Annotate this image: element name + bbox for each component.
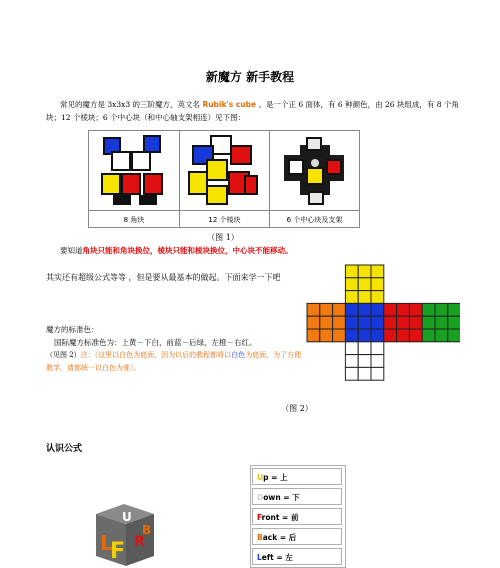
corner-cell [89, 131, 180, 227]
formula-note: 其实还有超级公式等等 ，但是要从最基本的做起。下面来学一下吧 [46, 273, 281, 282]
net-sticker-back [448, 316, 460, 329]
edge-cell [180, 131, 270, 227]
net-sticker-back [422, 329, 435, 342]
caption-centers: 6 个中心块及支架 [286, 216, 343, 224]
figure-2-label: （图 2） [281, 404, 313, 413]
caption-corners: 8 角块 [123, 216, 145, 224]
net-face-right [384, 303, 422, 341]
cube-letter-front: F [110, 539, 126, 564]
net-sticker-up [345, 265, 358, 278]
edge-pieces-illustration [180, 131, 269, 209]
net-sticker-up [358, 278, 371, 291]
caption-edges: 12 个棱块 [208, 216, 241, 224]
net-sticker-up [371, 265, 384, 278]
net-sticker-down [358, 367, 371, 380]
net-sticker-back [422, 316, 435, 329]
corner-pieces-illustration [89, 131, 179, 209]
net-sticker-front [371, 316, 384, 329]
standard-color-note [46, 349, 304, 375]
net-face-down [345, 342, 383, 380]
formula-up-key: U [257, 473, 264, 482]
net-face-back [422, 303, 460, 341]
net-sticker-down [358, 355, 371, 368]
formula-front [252, 508, 342, 525]
intro-brand: Rubik's cube [202, 100, 257, 109]
formula-left [252, 548, 342, 565]
formula-down [252, 488, 342, 505]
net-sticker-left [333, 329, 346, 342]
net-sticker-left [320, 316, 333, 329]
net-sticker-front [358, 329, 371, 342]
center-pieces-illustration [270, 131, 359, 209]
formula-down-key: D [257, 493, 264, 502]
rule-text: 角块只能和角块换位，棱块只能和棱块换位，中心块不能移动。 [82, 246, 293, 255]
net-sticker-left [307, 316, 320, 329]
cube-letter-left: L [100, 531, 113, 555]
formula-front-key: F [257, 513, 262, 522]
net-face-front [345, 303, 383, 341]
net-sticker-back [448, 303, 460, 316]
net-sticker-front [358, 303, 371, 316]
net-sticker-left [333, 316, 346, 329]
net-face-up [345, 265, 383, 303]
net-sticker-right [397, 329, 410, 342]
net-sticker-down [371, 342, 384, 355]
net-sticker-right [409, 329, 422, 342]
note-pre: （见图 2） [46, 351, 81, 359]
cube-letter-right: R [134, 534, 145, 550]
color-net [306, 264, 460, 382]
net-sticker-front [371, 329, 384, 342]
net-sticker-down [345, 367, 358, 380]
net-sticker-right [409, 316, 422, 329]
formula-back-rest: ack = 后 [262, 533, 297, 542]
intro-paragraph [46, 98, 466, 124]
net-sticker-right [409, 303, 422, 316]
piece-table [88, 130, 360, 228]
formula-up-rest: p = 上 [263, 473, 288, 482]
net-sticker-back [435, 316, 448, 329]
net-sticker-down [345, 342, 358, 355]
net-sticker-left [333, 303, 346, 316]
net-sticker-down [345, 355, 358, 368]
note-b: 为底面，为了方便教学，请都统一以白色为准）。 [46, 351, 302, 372]
net-sticker-back [448, 329, 460, 342]
net-sticker-left [320, 303, 333, 316]
net-sticker-right [384, 316, 397, 329]
net-sticker-up [371, 291, 384, 304]
net-sticker-up [358, 291, 371, 304]
net-sticker-up [345, 291, 358, 304]
net-sticker-up [358, 265, 371, 278]
formula-front-rest: ront = 前 [261, 513, 299, 522]
center-cell [270, 131, 359, 227]
net-sticker-front [345, 316, 358, 329]
intro-part1: 常见的魔方是 3x3x3 的三阶魔方，英文名 [60, 100, 201, 109]
net-sticker-back [435, 329, 448, 342]
net-sticker-front [345, 329, 358, 342]
formula-list [250, 465, 346, 568]
net-sticker-down [358, 342, 371, 355]
formula-back [252, 528, 342, 545]
net-sticker-left [320, 329, 333, 342]
net-sticker-right [397, 303, 410, 316]
standard-color-line: 国际魔方标准色为：上黄－下白，前蓝－后绿，左橙－右红。 [54, 338, 257, 347]
standard-color-heading: 魔方的标准色： [46, 325, 99, 334]
formula-left-rest: eft = 左 [261, 553, 293, 562]
net-sticker-left [307, 303, 320, 316]
formula-left-key: L [257, 553, 262, 562]
net-face-left [307, 303, 345, 341]
net-sticker-back [435, 303, 448, 316]
section-heading: 认识公式 [46, 444, 83, 454]
formula-up [252, 468, 342, 485]
formula-down-rest: own = 下 [263, 493, 300, 502]
net-sticker-down [371, 355, 384, 368]
intro-part2: 。是一个正 6 面体，有 6 种颜色，由 26 块组成，有 8 个角块；12 个棱块；6 个中心块（和中心轴支架相连）见下图： [46, 100, 459, 122]
net-sticker-front [371, 303, 384, 316]
net-sticker-back [422, 303, 435, 316]
figure-1-label: （图 1） [207, 233, 239, 242]
net-sticker-left [307, 329, 320, 342]
rule-line [60, 244, 480, 257]
letter-cube-illustration [88, 500, 162, 566]
cube-letter-back: B [142, 523, 152, 537]
page-title: 新魔方 新手教程 [205, 70, 295, 84]
net-sticker-down [371, 367, 384, 380]
rule-lead: 要知道 [60, 246, 83, 255]
net-sticker-right [384, 329, 397, 342]
cube-letter-up: U [122, 510, 132, 524]
note-a: 注：（这里以白色为底面，因为以后的教程都将以 [80, 351, 232, 359]
net-sticker-right [384, 303, 397, 316]
formula-back-key: B [257, 533, 263, 542]
net-sticker-front [345, 303, 358, 316]
net-sticker-up [371, 278, 384, 291]
net-sticker-front [358, 316, 371, 329]
net-sticker-right [397, 316, 410, 329]
net-sticker-up [345, 278, 358, 291]
note-white: 白色 [231, 351, 246, 359]
